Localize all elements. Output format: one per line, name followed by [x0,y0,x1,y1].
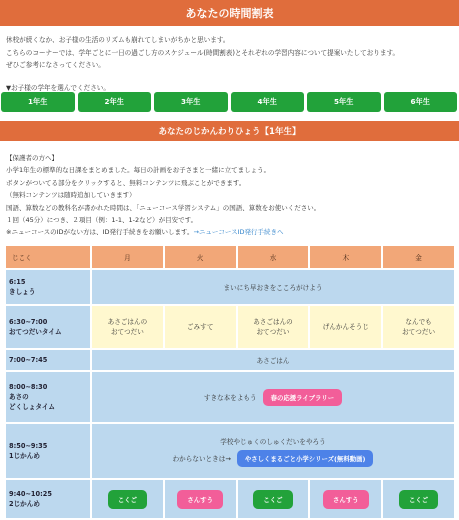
time-label: どくしょタイム [9,403,56,411]
intro-line: 休校が続くなか、お子様の生活のリズムも崩れてしまいがちかと思います。 [6,36,230,44]
id-notice-text: ※ニューコースのIDがない方は、ID発行手続きをお願いします。 [6,228,194,237]
time-cell [5,479,91,519]
time-label: おてつだいタイム [9,328,62,336]
subject-cell-mon [91,479,164,519]
parent-notice [6,152,456,239]
time-label: あさの [9,393,29,401]
chore-text: おてつだい [110,328,144,336]
chore-text: なんでも [405,318,432,326]
grade-6-button[interactable]: 6年生 [384,92,458,112]
time-range: 8:00~8:30 [9,383,48,391]
grade-4-button[interactable]: 4年生 [231,92,305,112]
chore-cell-tue: ごみすて [164,305,237,349]
chore-text: おてつだい [402,328,436,336]
time-range: 6:15 [9,278,26,286]
grade-selector [1,92,457,112]
reading-row [92,389,454,406]
chore-cell-fri [382,305,455,349]
chore-text: おてつだい [256,328,290,336]
wakeup-cell: まいにち早おきをこころがけよう [91,269,455,305]
column-header-mon: 月 [91,245,164,269]
grade-5-button[interactable]: 5年生 [307,92,381,112]
column-header-thu: 木 [309,245,382,269]
notice-line: （無料コンテンツは随時追加していきます） [6,191,136,200]
table-row [5,423,455,479]
notice-heading: 【保護者の方へ】 [6,154,58,162]
table-row [5,479,455,519]
table-row [5,269,455,305]
time-label: 2じかんめ [9,500,40,508]
subject-button-math[interactable]: さんすう [323,490,369,509]
grade-select-label: ▼お子様の学年を選んでください。 [6,84,110,92]
time-label: きしょう [9,288,36,296]
column-header-wed: 水 [237,245,310,269]
free-video-button[interactable]: やさしくまるごと小学シリーズ(無料動画) [237,450,374,467]
time-range: 6:30~7:00 [9,318,48,326]
grade-1-button[interactable]: 1年生 [1,92,75,112]
page-title: あなたの時間割表 [0,0,459,26]
chore-cell-wed [237,305,310,349]
schedule-title: あなたのじかんわりひょう【1年生】 [0,121,459,141]
intro-text [6,34,456,72]
intro-line: ぜひご参考になさってください。 [6,61,105,69]
homework-text: 学校やじゅくのしゅくだいをやろう [220,437,326,446]
chore-text: あさごはんの [253,318,293,326]
column-header-time: じこく [5,245,91,269]
homework-help-text: わからないときは→ [172,455,231,463]
notice-line: 小学1年生の標準的な日課をまとめました。毎日の計画をお子さまと一緒に立てましょう。 [6,166,271,175]
homework-help-row [92,450,454,467]
column-header-fri: 金 [382,245,455,269]
table-row [5,305,455,349]
reading-text: すきな本をよもう [203,394,257,402]
time-cell [5,305,91,349]
time-range: 8:50~9:35 [9,442,48,450]
time-range: 7:00~7:45 [9,356,48,364]
time-label: 1じかんめ [9,452,40,460]
table-row [5,371,455,423]
notice-line: 国語、算数などの教科名が書かれた時間は、「ニューコース学習システム」の国語、算数をお使いください。 [6,203,321,212]
chore-cell-mon [91,305,164,349]
notice-line: ボタンがついてる部分をクリックすると、無料コンテンツに飛ぶことができます。 [6,178,246,187]
grade-3-button[interactable]: 3年生 [154,92,228,112]
time-cell [5,269,91,305]
grade-2-button[interactable]: 2年生 [78,92,152,112]
subject-cell-tue [164,479,237,519]
chore-cell-thu: げんかんそうじ [309,305,382,349]
reading-cell [91,371,455,423]
time-cell [5,423,91,479]
chore-text: あさごはんの [107,318,148,326]
id-issue-link[interactable]: →ニューコースID発行手続きへ [193,228,284,237]
time-range: 9:40~10:25 [9,490,52,498]
time-cell [5,349,91,371]
homework-cell [91,423,455,479]
subject-cell-fri [382,479,455,519]
subject-cell-thu [309,479,382,519]
notice-line: １回（45分）につき、２項目（例：1-1、1-2など）が目安です。 [6,216,198,225]
column-header-tue: 火 [164,245,237,269]
spring-library-button[interactable]: 春の応援ライブラリー [263,389,343,406]
schedule-header-row [5,245,455,269]
subject-button-japanese[interactable]: こくご [253,490,292,509]
breakfast-cell: あさごはん [91,349,455,371]
schedule-table [4,244,456,520]
subject-cell-wed [237,479,310,519]
intro-line: こちらのコーナーでは、学年ごとに一日の過ごし方のスケジュール(時間割表)とそれぞれの学習内容について提案いたしております。 [6,48,400,57]
notice-line [6,226,456,238]
subject-button-japanese[interactable]: こくご [108,490,147,509]
subject-button-japanese[interactable]: こくご [399,490,438,509]
table-row [5,349,455,371]
subject-button-math[interactable]: さんすう [177,490,223,509]
time-cell [5,371,91,423]
